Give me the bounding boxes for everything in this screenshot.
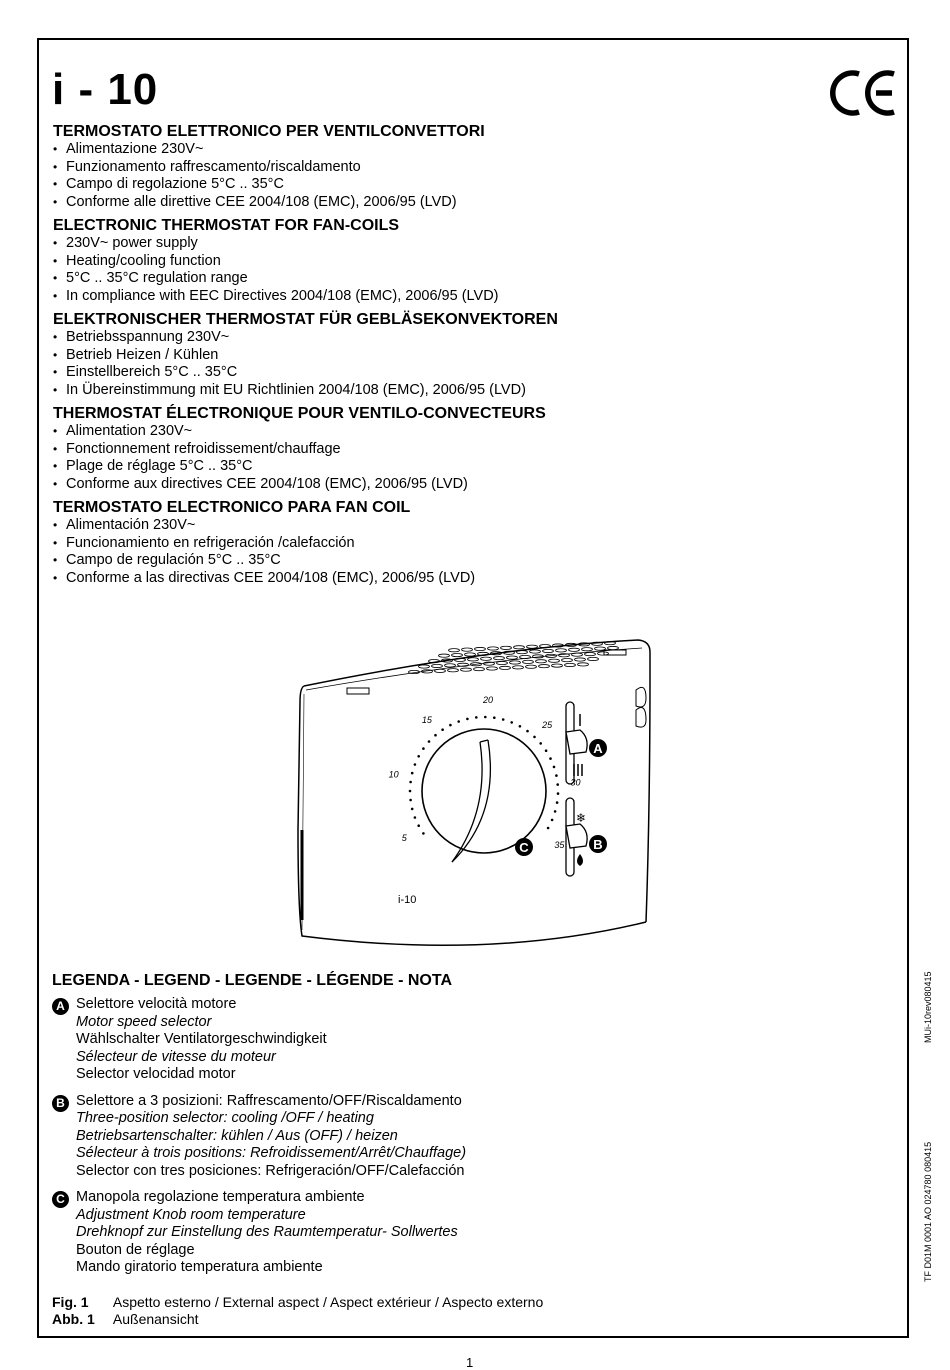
- vent-slot: [452, 653, 463, 656]
- legend-line: Sélecteur à trois positions: Refroidissement/Arrêt/Chauffage): [76, 1145, 467, 1161]
- spec-item: • Funcionamiento en refrigeración /calefacción: [53, 535, 753, 553]
- dial-dot: [449, 724, 452, 727]
- spec-item: • Plage de réglage 5°C .. 35°C: [53, 458, 753, 476]
- legend-line: Selettore a 3 posizioni: Raffrescamento/OFF/Riscaldamento: [76, 1092, 462, 1109]
- dial-dot: [422, 832, 425, 835]
- dial-dot: [549, 757, 552, 760]
- legend-line: Mando giratorio temperatura ambiente: [76, 1259, 323, 1275]
- dial-dot: [502, 718, 505, 721]
- callout-c-label: C: [519, 840, 529, 855]
- spec-item: • Alimentación 230V~: [53, 517, 753, 535]
- legend-line: Wählschalter Ventilatorgeschwindigkeit: [76, 1031, 327, 1047]
- spec-section: [53, 310, 753, 399]
- dial-dot: [556, 783, 559, 786]
- vent-slot: [569, 648, 580, 651]
- dial-scale: [389, 695, 581, 850]
- dial-dot: [493, 716, 496, 719]
- legend-line: Bouton de réglage: [76, 1241, 195, 1258]
- spec-section: [53, 216, 753, 305]
- dial-scale-label: 20: [482, 695, 494, 706]
- spec-item: • Heating/cooling function: [53, 253, 753, 271]
- spec-section: [53, 498, 753, 587]
- dial-dot: [526, 730, 529, 733]
- speed-selector: [566, 702, 587, 784]
- page-number: 1: [466, 1355, 474, 1370]
- vent-slot: [588, 657, 599, 660]
- vent-slot: [598, 652, 609, 655]
- vent-slot: [481, 657, 492, 660]
- legend-item: [52, 1189, 812, 1277]
- vent-slot: [501, 646, 512, 649]
- vent-slot: [435, 669, 446, 672]
- vent-slot: [497, 661, 508, 664]
- legend-line: Drehknopf zur Einstellung des Raumtemperatur- Sollwertes: [76, 1224, 458, 1240]
- mode-selector: [566, 798, 587, 876]
- dial-dot: [545, 749, 548, 752]
- spec-list: [53, 141, 753, 211]
- dial-dot: [554, 810, 557, 813]
- callout-a: [589, 739, 607, 757]
- vent-slot: [465, 653, 476, 656]
- vent-slot: [585, 652, 596, 655]
- legend-line: Betriebsartenschalter: kühlen / Aus (OFF) / heizen: [76, 1127, 398, 1144]
- vent-slot: [565, 663, 576, 666]
- caption-row: [52, 1311, 543, 1328]
- spec-item: • Funzionamento raffrescamento/riscaldamento: [53, 159, 753, 177]
- vent-slot: [474, 667, 485, 670]
- dial-dot: [409, 790, 412, 793]
- dial-dot: [553, 766, 556, 769]
- callout-b: [589, 835, 607, 853]
- vent-slot: [608, 646, 619, 649]
- vent-slot: [552, 664, 563, 667]
- spec-item: • Campo di regolazione 5°C .. 35°C: [53, 176, 753, 194]
- vent-slot: [487, 667, 498, 670]
- dial-dot: [411, 808, 414, 811]
- vent-slot: [549, 659, 560, 662]
- vent-slot: [432, 664, 443, 667]
- dial-dot: [519, 725, 522, 728]
- vent-slot: [514, 646, 525, 649]
- caption-text: Aspetto esterno / External aspect / Aspect extérieur / Aspecto externo: [112, 1294, 544, 1310]
- callout-b-label: B: [593, 837, 603, 852]
- spec-item: • Conforme alle direttive CEE 2004/108 (EMC), 2006/95 (LVD): [53, 194, 753, 212]
- vent-slot: [445, 664, 456, 667]
- dial-dot: [428, 740, 431, 743]
- vent-slot: [449, 649, 460, 652]
- revision-code: MUi-10rev080415: [923, 971, 933, 1043]
- legend-line: Sélecteur de vitesse du moteur: [76, 1048, 276, 1065]
- dial-scale-label: 30: [570, 777, 581, 788]
- dial-dot: [484, 716, 487, 719]
- device-model-label: i-10: [398, 894, 417, 906]
- dial-dot: [475, 716, 478, 719]
- flame-icon: [577, 854, 583, 866]
- dial-scale-dots: [409, 716, 560, 835]
- spec-item: • Campo de regulación 5°C .. 35°C: [53, 552, 753, 570]
- dial-scale-label: 35: [554, 839, 565, 850]
- specifications: [53, 122, 753, 592]
- spec-section: [53, 122, 753, 211]
- spec-section: [53, 404, 753, 493]
- callout-c: [515, 838, 533, 856]
- vent-slot: [488, 647, 499, 650]
- thermostat-body: [298, 640, 650, 945]
- vent-slot: [500, 666, 511, 669]
- vent-slot: [517, 651, 528, 654]
- vent-slot: [595, 647, 606, 650]
- vent-slot: [556, 649, 567, 652]
- legend-badge: A: [52, 998, 69, 1015]
- dial-dot: [411, 772, 414, 775]
- legend-line: Selector con tres posiciones: Refrigeración/OFF/Calefacción: [76, 1162, 465, 1179]
- vent-slot: [419, 665, 430, 668]
- dial-scale-label: 5: [401, 833, 407, 843]
- legend-item: [52, 1093, 812, 1181]
- ce-mark-icon: [828, 68, 898, 118]
- spec-item: • Alimentazione 230V~: [53, 141, 753, 159]
- legend-badge: B: [52, 1095, 69, 1112]
- dial-dot: [441, 728, 444, 731]
- dial-scale-label: 10: [388, 769, 399, 780]
- dial-dot: [551, 819, 554, 822]
- spec-item: • In compliance with EEC Directives 2004/108 (EMC), 2006/95 (LVD): [53, 288, 753, 306]
- legend-item: [52, 996, 812, 1084]
- vent-slot: [526, 665, 537, 668]
- caption-text: Außenansicht: [112, 1311, 199, 1327]
- spec-item: • Fonctionnement refroidissement/chauffage: [53, 441, 753, 459]
- spec-heading: THERMOSTAT ÉLECTRONIQUE POUR VENTILO-CONVECTEURS: [53, 405, 546, 422]
- dial-dot: [414, 763, 417, 766]
- vent-slot: [527, 645, 538, 648]
- vent-slot: [462, 648, 473, 651]
- vent-slot: [461, 668, 472, 671]
- dial-dot: [434, 734, 437, 737]
- spec-item: • In Übereinstimmung mit EU Richtlinien 2004/108 (EMC), 2006/95 (LVD): [53, 382, 753, 400]
- spec-list: [53, 517, 753, 587]
- vent-slot: [562, 659, 573, 662]
- spec-heading: ELECTRONIC THERMOSTAT FOR FAN-COILS: [53, 217, 400, 234]
- figure-caption: [52, 1294, 543, 1328]
- legend-line: Selettore velocità motore: [76, 996, 237, 1012]
- vent-slot: [582, 648, 593, 651]
- vent-slot: [536, 660, 547, 663]
- legend-items: [52, 996, 812, 1277]
- legend: [52, 970, 812, 1286]
- vent-slot: [513, 666, 524, 669]
- caption-label: Fig. 1: [52, 1294, 89, 1310]
- vent-slot: [539, 665, 550, 668]
- caption-label: Abb. 1: [52, 1311, 95, 1327]
- dial-dot: [417, 824, 420, 827]
- legend-line: Selector velocidad motor: [76, 1066, 236, 1082]
- legend-line: Motor speed selector: [76, 1013, 212, 1030]
- vent-slot: [448, 669, 459, 672]
- spec-item: • Betrieb Heizen / Kühlen: [53, 347, 753, 365]
- spec-item: • Conforme a las directivas CEE 2004/108 (EMC), 2006/95 (LVD): [53, 570, 753, 588]
- spec-list: [53, 329, 753, 399]
- spec-heading: ELEKTRONISCHER THERMOSTAT FÜR GEBLÄSEKONVEKTOREN: [53, 311, 558, 328]
- legend-heading: LEGENDA - LEGEND - LEGENDE - LÉGENDE - NOTA: [52, 972, 453, 989]
- vent-slot: [507, 656, 518, 659]
- vent-slot: [475, 647, 486, 650]
- vent-slot: [575, 658, 586, 661]
- product-title: i - 10: [52, 65, 159, 114]
- spec-item: • Einstellbereich 5°C .. 35°C: [53, 364, 753, 382]
- dial-dot: [539, 742, 542, 745]
- vent-slot: [530, 650, 541, 653]
- spec-item: • 230V~ power supply: [53, 235, 753, 253]
- dial-dot: [409, 799, 412, 802]
- spec-list: [53, 235, 753, 305]
- dial-dot: [466, 718, 469, 721]
- vent-slot: [543, 649, 554, 652]
- document-code: TF D01M 0001 AO 024780 080415: [923, 1141, 933, 1282]
- spec-item: • 5°C .. 35°C regulation range: [53, 270, 753, 288]
- dial-dot: [414, 816, 417, 819]
- dial-dot: [555, 774, 558, 777]
- dial-scale-label: 15: [421, 714, 432, 725]
- dial-scale-label: 25: [542, 720, 553, 731]
- spec-heading: TERMOSTATO ELECTRONICO PARA FAN COIL: [53, 499, 411, 516]
- legend-badge: C: [52, 1191, 69, 1208]
- thermostat-figure: [290, 630, 670, 950]
- spec-item: • Betriebsspannung 230V~: [53, 329, 753, 347]
- vent-slot: [494, 657, 505, 660]
- dial-dot: [409, 781, 412, 784]
- vent-slot: [468, 658, 479, 661]
- legend-line: Adjustment Knob room temperature: [76, 1206, 306, 1223]
- dial-dot: [422, 747, 425, 750]
- dial-dot: [533, 736, 536, 739]
- legend-line: Manopola regolazione temperatura ambiente: [76, 1189, 365, 1205]
- dial-dot: [510, 721, 513, 724]
- legend-line: Three-position selector: cooling /OFF / heating: [76, 1110, 374, 1126]
- caption-row: [52, 1294, 543, 1311]
- dial-dot: [457, 720, 460, 723]
- dial-dot: [557, 792, 560, 795]
- snowflake-icon: ❄: [576, 811, 587, 825]
- vent-slot: [523, 660, 534, 663]
- spec-item: • Alimentation 230V~: [53, 423, 753, 441]
- spec-heading: TERMOSTATO ELETTRONICO PER VENTILCONVETTORI: [53, 123, 485, 140]
- dial-dot: [556, 801, 559, 804]
- spec-item: • Conforme aux directives CEE 2004/108 (EMC), 2006/95 (LVD): [53, 476, 753, 494]
- vent-slot: [578, 663, 589, 666]
- vent-slot: [510, 661, 521, 664]
- callout-a-label: A: [593, 741, 603, 756]
- dial-dot: [417, 755, 420, 758]
- vent-slot: [439, 654, 450, 657]
- dial-dot: [547, 827, 550, 830]
- spec-list: [53, 423, 753, 493]
